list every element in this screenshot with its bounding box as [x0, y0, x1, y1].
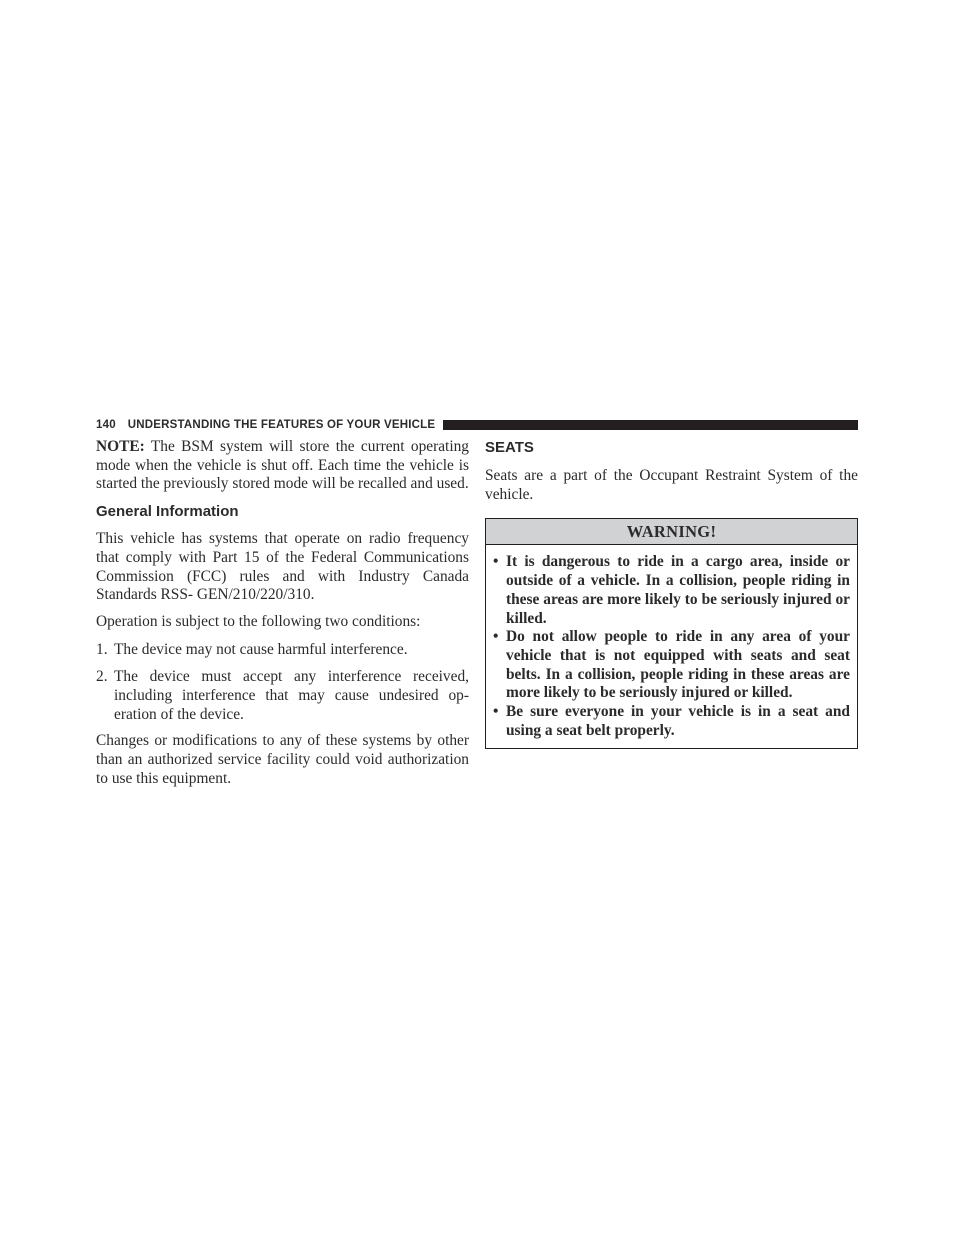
left-column — [96, 438, 469, 789]
list-item — [96, 668, 469, 724]
seats-paragraph: Seats are a part of the Occupant Restraint System of the vehicle. — [485, 467, 858, 503]
warning-item-text: Do not allow people to ride in any area of your vehicle that is not equipped with seats and seat belts. In a collision, people riding in these areas are more likely to be seriously injured or killed. — [506, 628, 850, 702]
warning-list — [486, 545, 857, 748]
list-item — [96, 641, 469, 660]
note-paragraph — [96, 438, 469, 494]
warning-item — [493, 703, 850, 740]
list-item-text: The device must accept any interference received, including interference that may cause undesired op-eration of the device. — [114, 668, 469, 723]
general-information-paragraph: This vehicle has systems that operate on radio frequency that comply with Part 15 of the Federal Communications Commission (FCC) rules and with Industry Canada Standards RSS- GEN/210/220/310. — [96, 530, 469, 604]
note-text: The BSM system will store the current operating mode when the vehicle is shut off. Each time the vehicle is started the previously stored mode will be recalled and used. — [96, 438, 469, 493]
list-item-text: The device may not cause harmful interference. — [114, 640, 408, 658]
page-header — [96, 417, 858, 433]
right-column — [485, 438, 858, 749]
list-item-number: 2. — [96, 668, 108, 686]
header-rule-bar — [443, 420, 858, 430]
running-section-title: UNDERSTANDING THE FEATURES OF YOUR VEHICLE — [127, 419, 436, 431]
warning-item — [493, 628, 850, 703]
warning-title: WARNING! — [486, 519, 857, 545]
seats-heading: SEATS — [485, 439, 534, 456]
bullet-icon: • — [493, 703, 499, 721]
changes-paragraph: Changes or modifications to any of these systems by other than an authorized service facility could void authorization to use this equipment. — [96, 732, 469, 787]
warning-item-text: Be sure everyone in your vehicle is in a seat and using a seat belt properly. — [506, 703, 850, 739]
bullet-icon: • — [493, 553, 499, 571]
bullet-icon: • — [493, 628, 499, 646]
page-number: 140 — [96, 419, 116, 431]
warning-item-text: It is dangerous to ride in a cargo area, inside or outside of a vehicle. In a collision, people riding in these areas are more likely to be seriously injured or killed. — [506, 553, 850, 627]
warning-box — [485, 518, 858, 749]
conditions-intro: Operation is subject to the following two conditions: — [96, 612, 421, 630]
list-item-number: 1. — [96, 640, 108, 658]
general-information-heading: General Information — [96, 503, 239, 521]
conditions-list — [96, 641, 469, 725]
note-label: NOTE: — [96, 438, 145, 455]
warning-item — [493, 553, 850, 628]
